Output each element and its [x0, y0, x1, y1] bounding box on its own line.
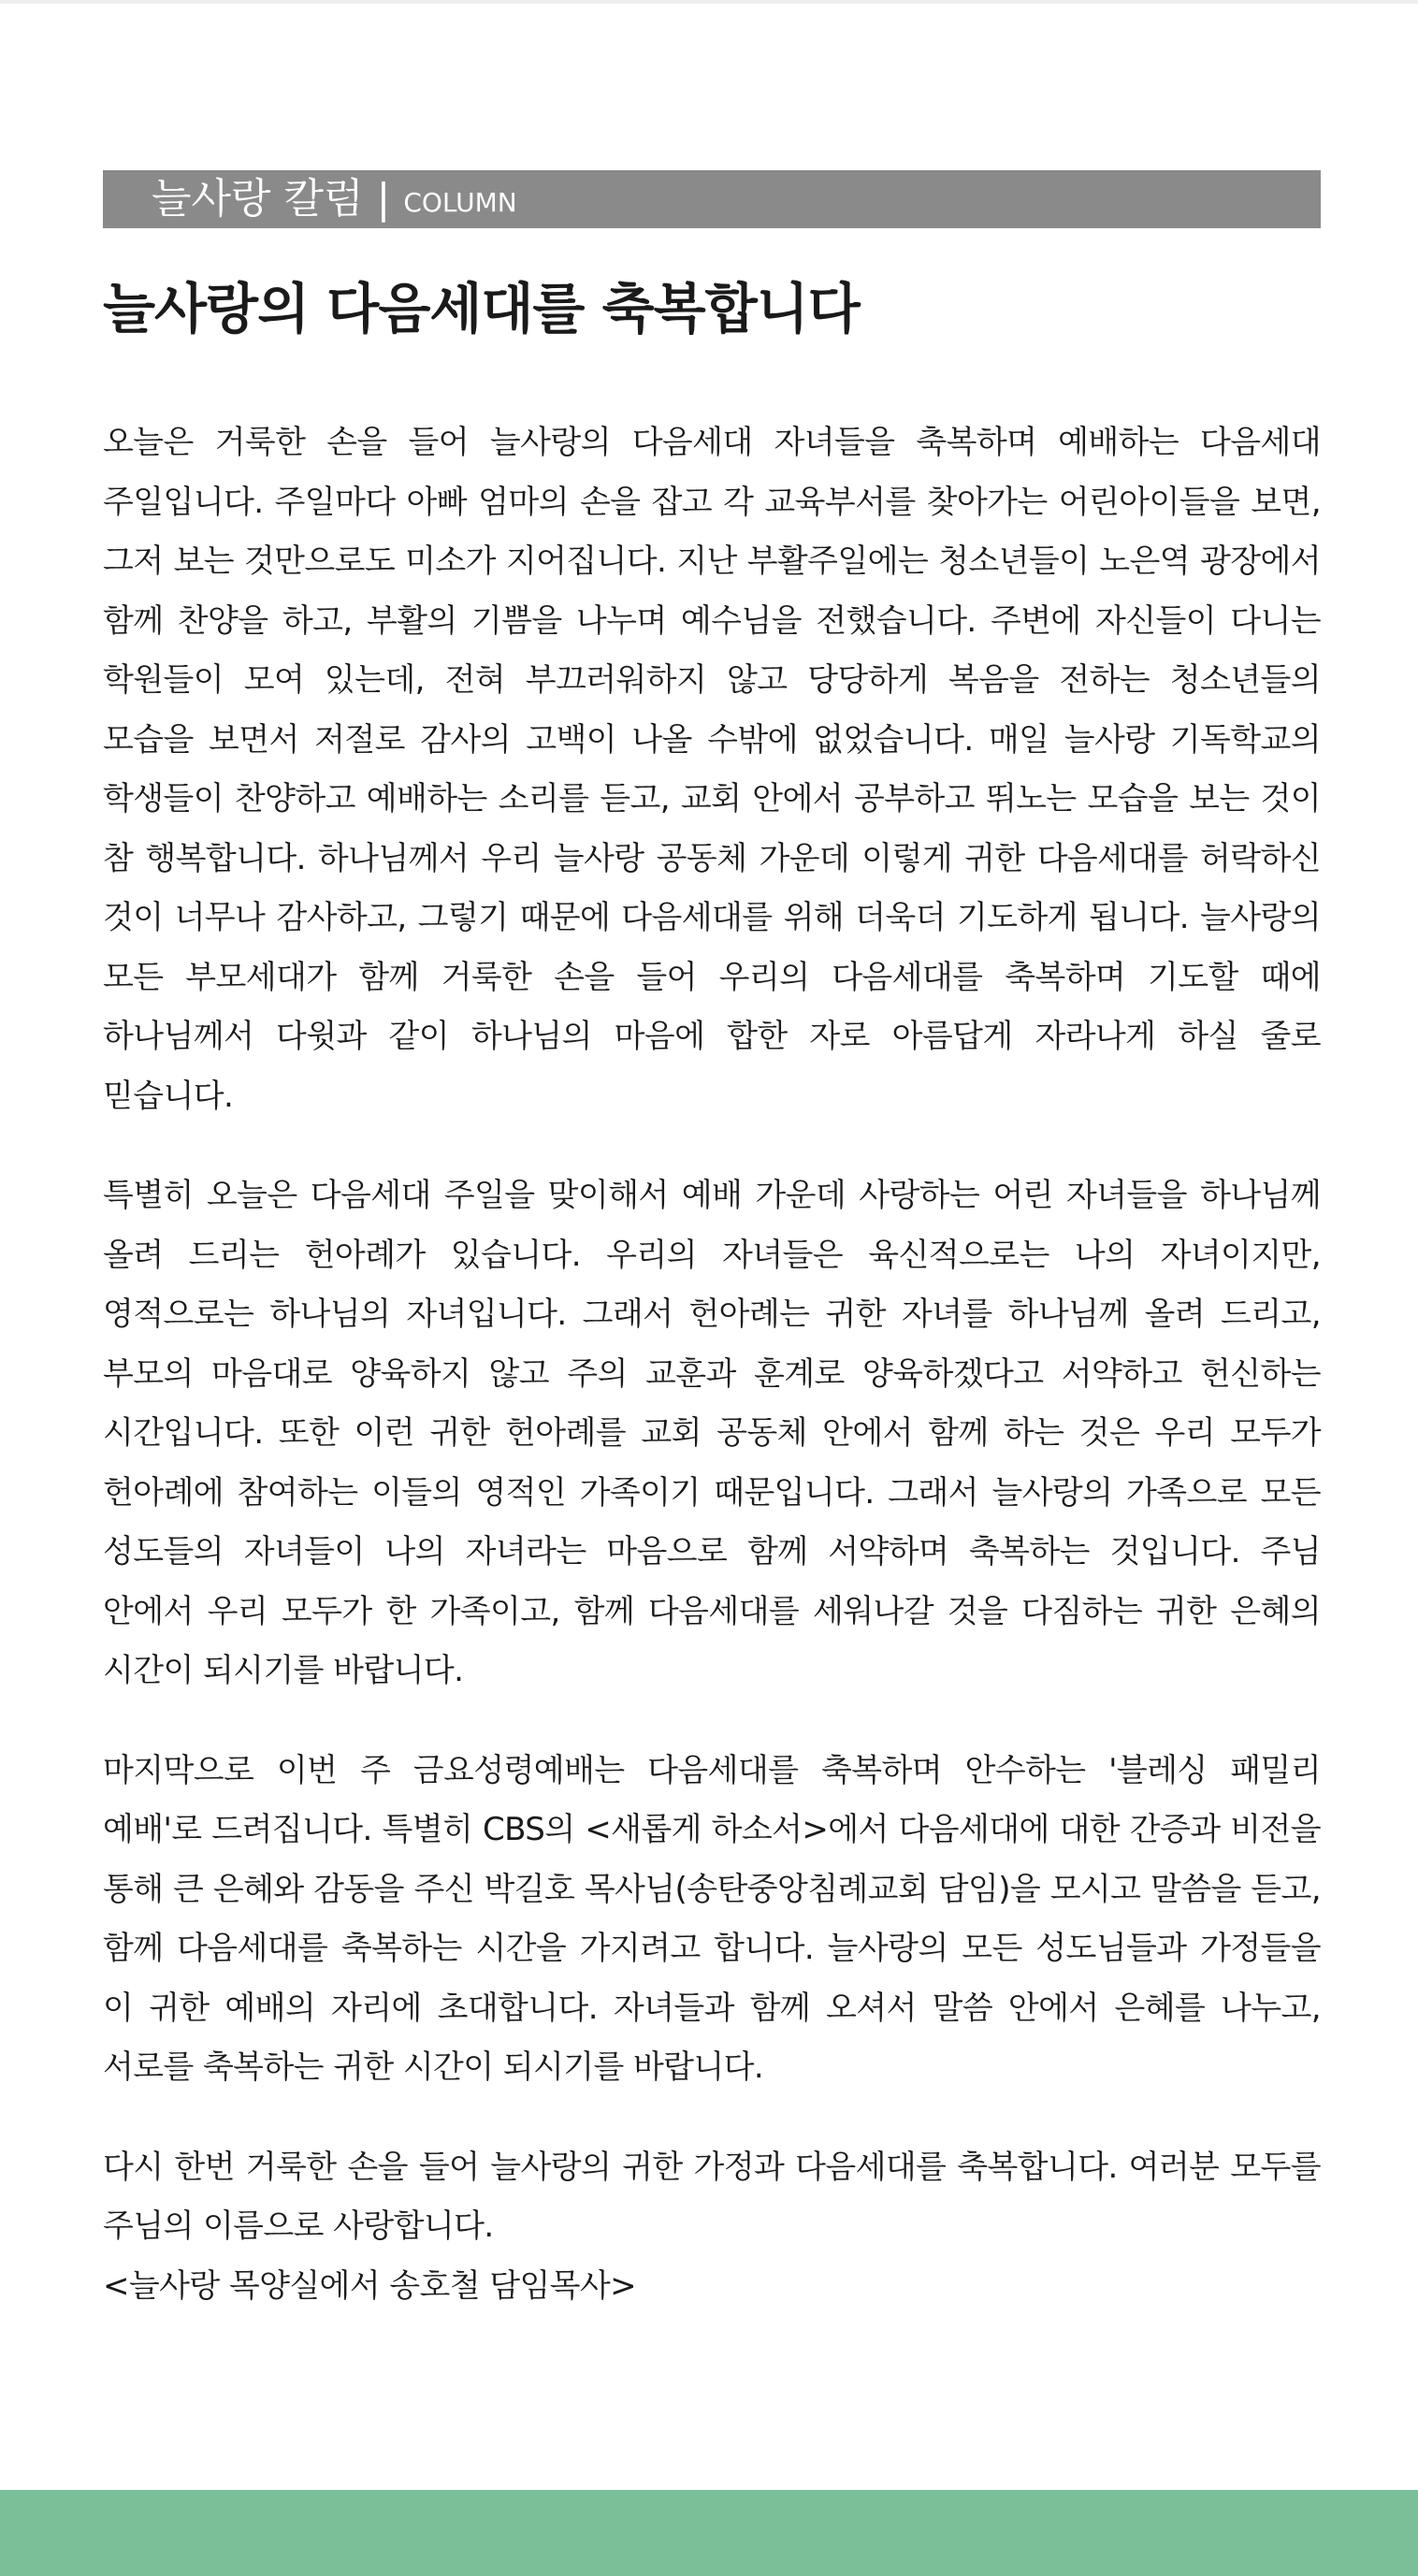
article-paragraph-2: 특별히 오늘은 다음세대 주일을 맞이해서 예배 가운데 사랑하는 어린 자녀들을 하나님께 올려 드리는 헌아례가 있습니다. 우리의 자녀들은 육신적으로는 나의 자녀이지만, 영적으로는 하나님의 자녀입니다. 그래서 헌아례는 귀한 자녀를 하나님께 올려 드리고, 부모의 마음대로 양육하지 않고 주의 교훈과 훈계로 양육하겠다고 서약하고 헌신하는 시간입니다. 또한 이런 귀한 헌아례를 교회 공동체 안에서 함께 하는 것은 우리 모두가 헌아례에 참여하는 이들의 영적인 가족이기 때문입니다. 그래서 늘사랑의 가족으로 모든 성도들의 자녀들이 나의 자녀라는 마음으로 함께 서약하며 축복하는 것입니다. 주님 안에서 우리 모두가 한 가족이고, 함께 다음세대를 세워나갈 것을 다짐하는 귀한 은혜의 시간이 되시기를 바랍니다. — [103, 1177, 1321, 1689]
article-paragraph-4: 다시 한번 거룩한 손을 들어 늘사랑의 귀한 가정과 다음세대를 축복합니다. 여러분 모두를 주님의 이름으로 사랑합니다. — [103, 2148, 1321, 2245]
column-separator: | — [376, 175, 391, 223]
article-body — [103, 413, 1321, 2356]
column-label: COLUMN — [403, 187, 517, 218]
footer-band — [0, 2490, 1418, 2576]
top-rule — [0, 0, 1418, 4]
column-title: 늘사랑 칼럼 — [152, 175, 364, 223]
article-paragraph-1: 오늘은 거룩한 손을 들어 늘사랑의 다음세대 자녀들을 축복하며 예배하는 다음세대 주일입니다. 주일마다 아빠 엄마의 손을 잡고 각 교육부서를 찾아가는 어린아이들을 보면, 그저 보는 것만으로도 미소가 지어집니다. 지난 부활주일에는 청소년들이 노은역 광장에서 함께 찬양을 하고, 부활의 기쁨을 나누며 예수님을 전했습니다. 주변에 자신들이 다니는 학원들이 모여 있는데, 전혀 부끄러워하지 않고 당당하게 복음을 전하는 청소년들의 모습을 보면서 저절로 감사의 고백이 나올 수밖에 없었습니다. 매일 늘사랑 기독학교의 학생들이 찬양하고 예배하는 소리를 듣고, 교회 안에서 공부하고 뛰노는 모습을 보는 것이 참 행복합니다. 하나님께서 우리 늘사랑 공동체 가운데 이렇게 귀한 다음세대를 허락하신 것이 너무나 감사하고, 그렇기 때문에 다음세대를 위해 더욱더 기도하게 됩니다. 늘사랑의 모든 부모세대가 함께 거룩한 손을 들어 우리의 다음세대를 축복하며 기도할 때에 하나님께서 다윗과 같이 하나님의 마음에 합한 자로 아름답게 자라나게 하실 줄로 믿습니다. — [103, 424, 1321, 1115]
article-paragraph-3: 마지막으로 이번 주 금요성령예배는 다음세대를 축복하며 안수하는 '블레싱 패밀리 예배'로 드려집니다. 특별히 CBS의 <새롭게 하소서>에서 다음세대에 대한 간증과 비전을 통해 큰 은혜와 감동을 주신 박길호 목사님(송탄중앙침례교회 담임)을 모시고 말씀을 듣고, 함께 다음세대를 축복하는 시간을 가지려고 합니다. 늘사랑의 모든 성도님들과 가정들을 이 귀한 예배의 자리에 초대합니다. 자녀들과 함께 오셔서 말씀 안에서 은혜를 나누고, 서로를 축복하는 귀한 시간이 되시기를 바랍니다. — [103, 1751, 1321, 2086]
column-header-bar — [103, 170, 1321, 228]
article-signature: <늘사랑 목양실에서 송호철 담임목사> — [103, 2266, 637, 2305]
article-headline: 늘사랑의 다음세대를 축복합니다 — [103, 277, 860, 340]
